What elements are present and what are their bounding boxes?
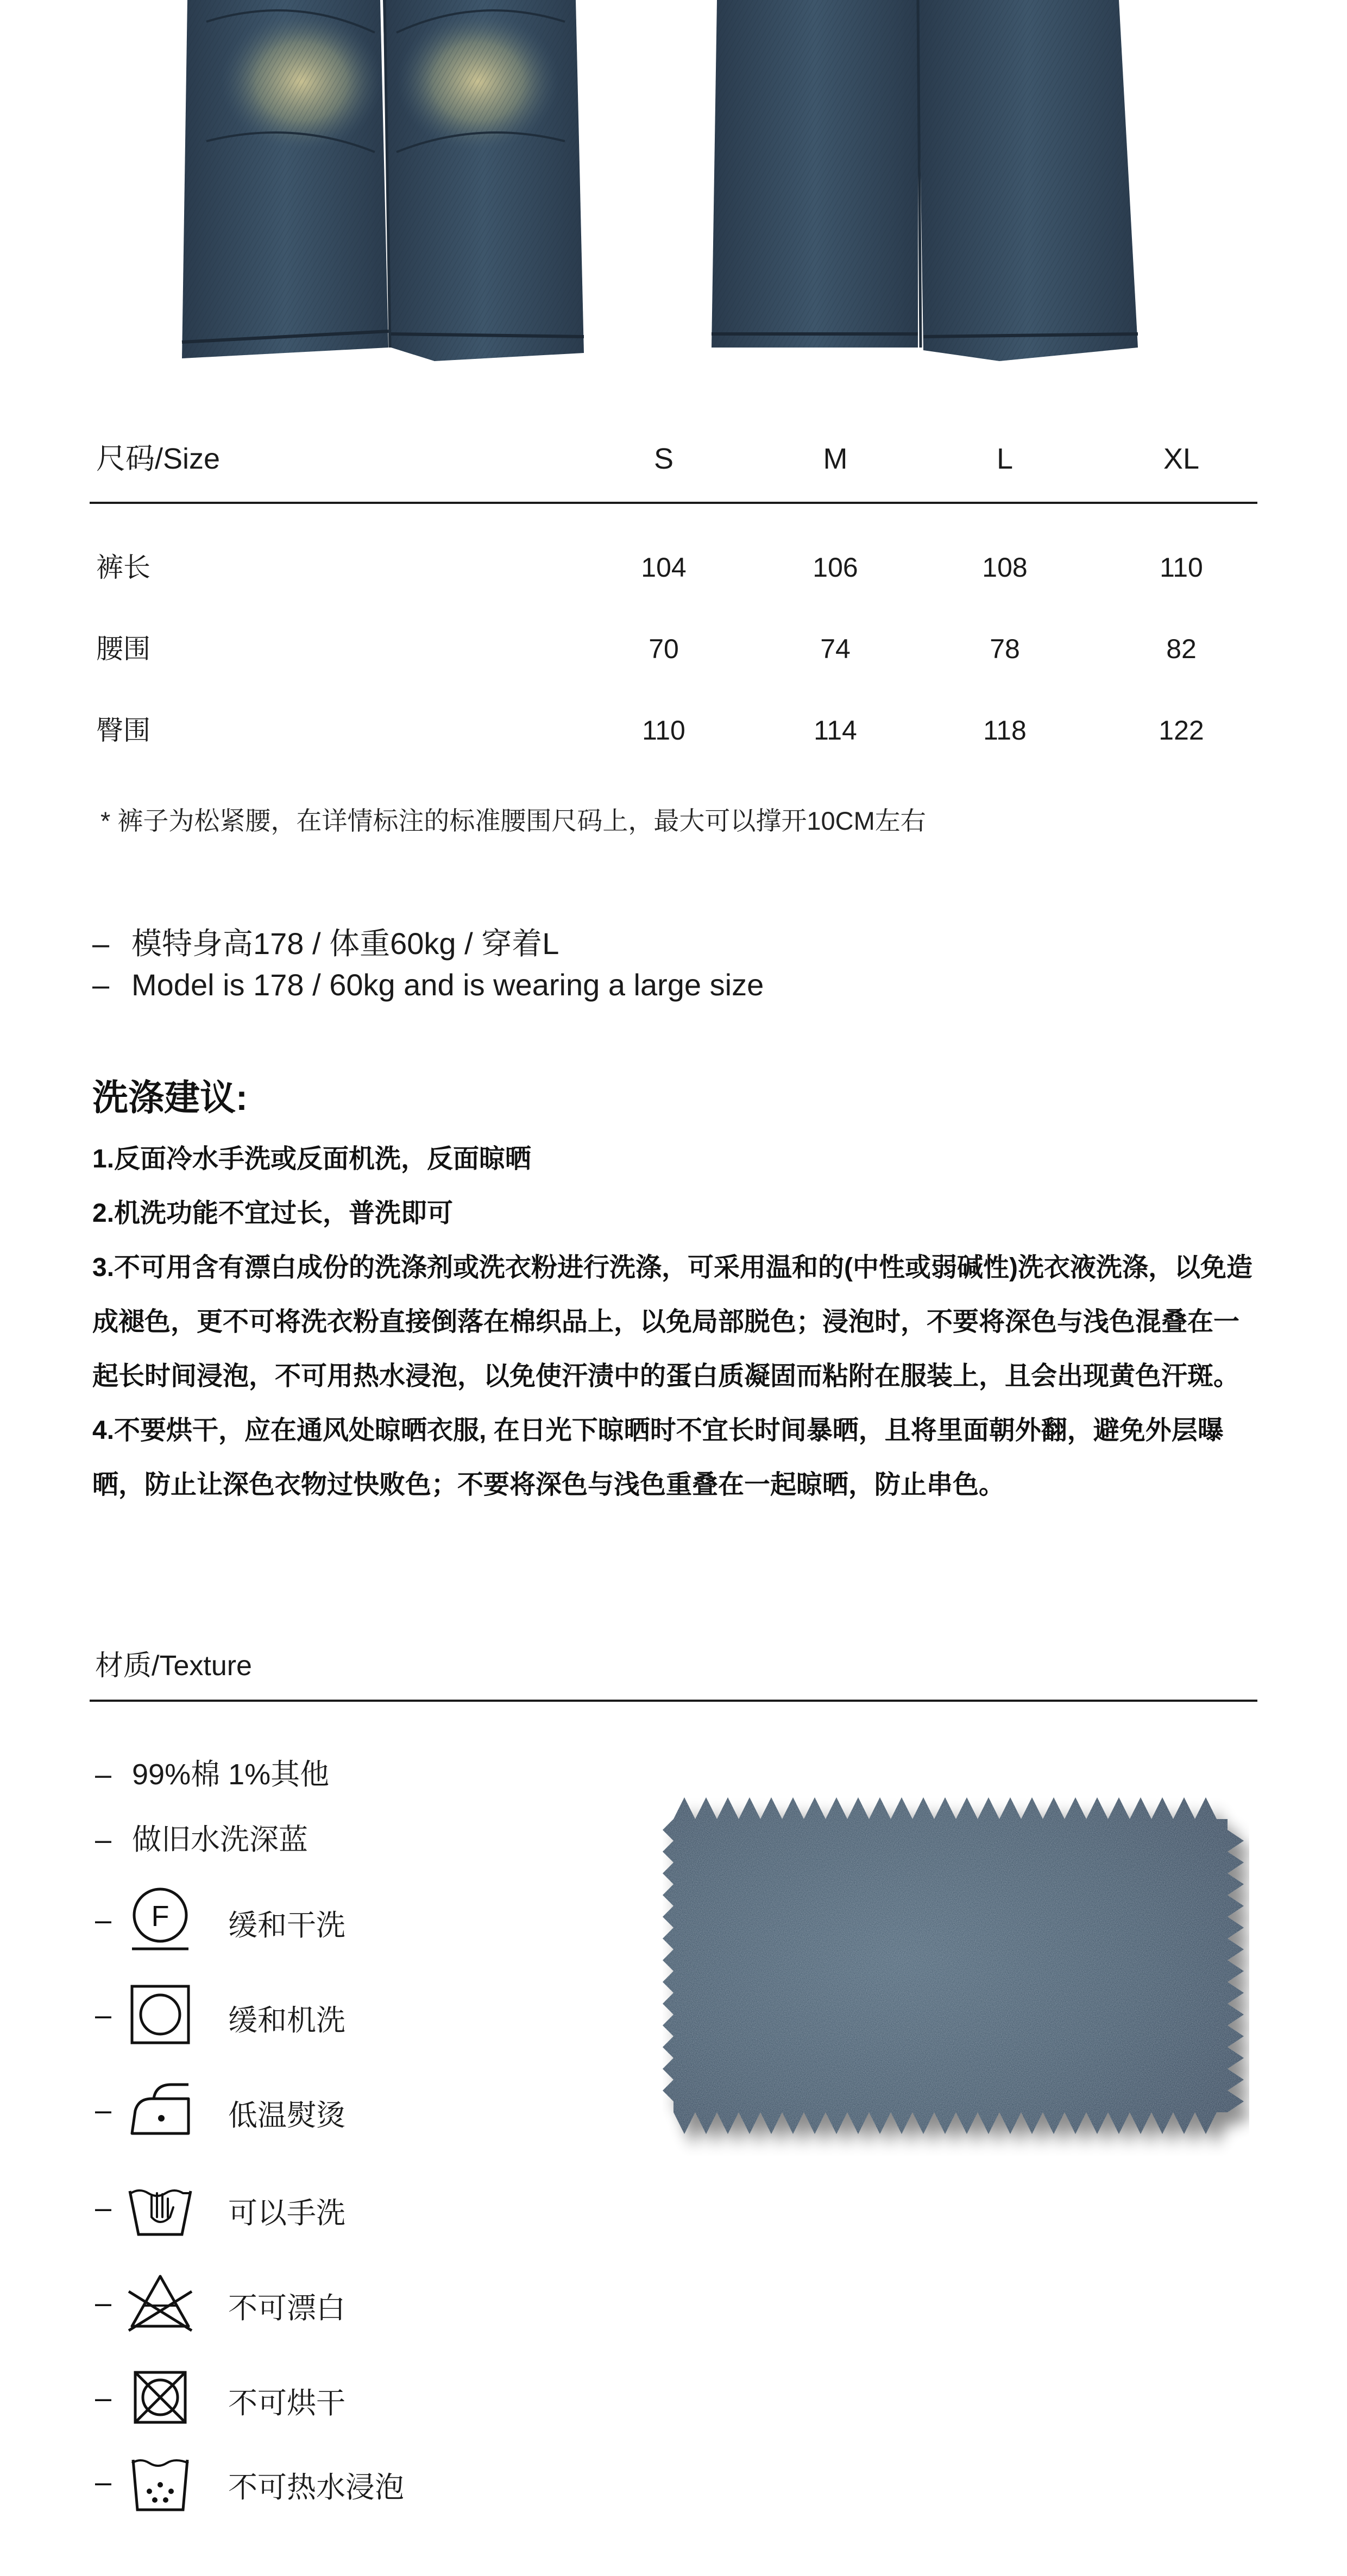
table-row bbox=[90, 624, 1257, 673]
gentle-machine-wash-icon bbox=[128, 1982, 193, 2047]
table-cell: 114 bbox=[814, 715, 857, 746]
table-cell: 122 bbox=[1159, 715, 1204, 746]
table-cell: 74 bbox=[820, 634, 851, 664]
no-bleach-icon bbox=[128, 2270, 193, 2335]
table-row bbox=[90, 543, 1257, 592]
size-header-label: 尺码/Size bbox=[96, 443, 221, 475]
model-info-text: Model is 178 / 60kg and is wearing a large size bbox=[131, 968, 764, 1002]
care-label: 不可漂白 bbox=[228, 2292, 345, 2325]
row-label-length: 裤长 bbox=[96, 552, 150, 583]
material-text: 做旧水洗深蓝 bbox=[132, 1823, 308, 1856]
washing-item: 4.不要烘干，应在通风处晾晒衣服, 在日光下晾晒时不宜长时间暴晒，且将里面朝外翻，避免外层曝晒，防止让深色衣物过快败色；不要将深色与浅色重叠在一起晾晒，防止串色。 bbox=[92, 1416, 1224, 1499]
dash-marker: – bbox=[95, 1904, 112, 1936]
washing-item: 1.反面冷水手洗或反面机洗，反面晾晒 bbox=[92, 1145, 532, 1173]
care-label: 缓和机洗 bbox=[228, 2004, 345, 2037]
denim-fabric-swatch bbox=[663, 1797, 1249, 2156]
table-cell: 110 bbox=[1160, 552, 1203, 583]
table-cell: 78 bbox=[990, 634, 1020, 664]
model-info bbox=[92, 923, 764, 1006]
table-cell: 70 bbox=[649, 634, 679, 664]
dash-marker: – bbox=[95, 2466, 112, 2498]
dash-marker: – bbox=[95, 1999, 112, 2031]
dry-clean-letter: F bbox=[151, 1900, 169, 1933]
table-row bbox=[90, 706, 1257, 755]
care-label: 不可热水浸泡 bbox=[228, 2471, 404, 2504]
care-item bbox=[95, 1977, 638, 2053]
dash-marker: – bbox=[95, 2287, 112, 2319]
waist-note: * 裤子为松紧腰，在详情标注的标准腰围尺码上，最大可以撑开10CM左右 bbox=[100, 806, 926, 835]
model-info-text: 模特身高178 / 体重60kg / 穿着L bbox=[131, 926, 559, 961]
model-info-line-cn bbox=[92, 923, 764, 964]
care-item bbox=[95, 2444, 638, 2520]
size-table-header bbox=[90, 434, 1257, 483]
dash-marker: – bbox=[92, 926, 110, 961]
washing-instructions bbox=[92, 1132, 1255, 1512]
material-item bbox=[95, 1816, 308, 1858]
care-item bbox=[95, 2264, 638, 2340]
material-item bbox=[95, 1751, 329, 1793]
size-header-m: M bbox=[823, 443, 848, 475]
table-cell: 110 bbox=[642, 715, 685, 746]
size-table-divider bbox=[90, 502, 1257, 504]
low-temp-iron-icon bbox=[128, 2077, 193, 2142]
front-jeans-legs bbox=[182, 0, 584, 361]
table-cell: 108 bbox=[982, 552, 1028, 583]
table-cell: 118 bbox=[983, 715, 1027, 746]
care-label: 低温熨烫 bbox=[228, 2099, 345, 2132]
no-hot-soak-icon bbox=[128, 2449, 193, 2514]
hand-wash-icon bbox=[128, 2175, 193, 2240]
care-item bbox=[95, 2359, 638, 2435]
dash-marker: – bbox=[95, 2094, 112, 2126]
table-cell: 104 bbox=[641, 552, 687, 583]
texture-divider bbox=[90, 1700, 1257, 1702]
table-cell: 106 bbox=[813, 552, 858, 583]
product-photo bbox=[0, 0, 1347, 380]
dash-marker: – bbox=[92, 968, 110, 1002]
care-item bbox=[95, 2169, 638, 2245]
care-item bbox=[95, 1882, 638, 1958]
dry-clean-f-icon bbox=[128, 1887, 193, 1952]
size-header-s: S bbox=[653, 443, 674, 475]
dash-marker: – bbox=[95, 1758, 112, 1791]
texture-title: 材质/Texture bbox=[95, 1650, 252, 1682]
care-label: 缓和干洗 bbox=[228, 1909, 345, 1942]
material-text: 99%棉 1%其他 bbox=[132, 1758, 330, 1791]
dash-marker: – bbox=[95, 1823, 112, 1856]
model-info-line-en bbox=[92, 964, 764, 1006]
back-jeans-legs bbox=[712, 0, 1138, 361]
no-tumble-dry-icon bbox=[128, 2365, 193, 2430]
row-label-hip: 臀围 bbox=[96, 715, 150, 746]
care-label: 不可烘干 bbox=[228, 2387, 345, 2420]
jeans-legs-image bbox=[0, 0, 1347, 380]
dash-marker: – bbox=[95, 2382, 112, 2414]
washing-item: 2.机洗功能不宜过长，普洗即可 bbox=[92, 1199, 454, 1228]
washing-item: 3.不可用含有漂白成份的洗涤剂或洗衣粉进行洗涤，可采用温和的(中性或弱碱性)洗衣液洗涤，以免造成褪色，更不可将洗衣粉直接倒落在棉织品上，以免局部脱色；浸泡时，不要将深色与浅色混叠在一起长时间浸泡，不可用热水浸泡，以免使汗渍中的蛋白质凝固而粘附在服装上，且会出现黄色汗斑。 bbox=[92, 1253, 1253, 1391]
size-header-l: L bbox=[996, 443, 1014, 475]
dash-marker: – bbox=[95, 2192, 112, 2224]
size-header-xl: XL bbox=[1163, 443, 1200, 475]
row-label-waist: 腰围 bbox=[96, 634, 150, 664]
care-label: 可以手洗 bbox=[228, 2197, 345, 2230]
care-item bbox=[95, 2072, 638, 2148]
table-cell: 82 bbox=[1166, 634, 1197, 664]
washing-title: 洗涤建议: bbox=[92, 1077, 248, 1117]
